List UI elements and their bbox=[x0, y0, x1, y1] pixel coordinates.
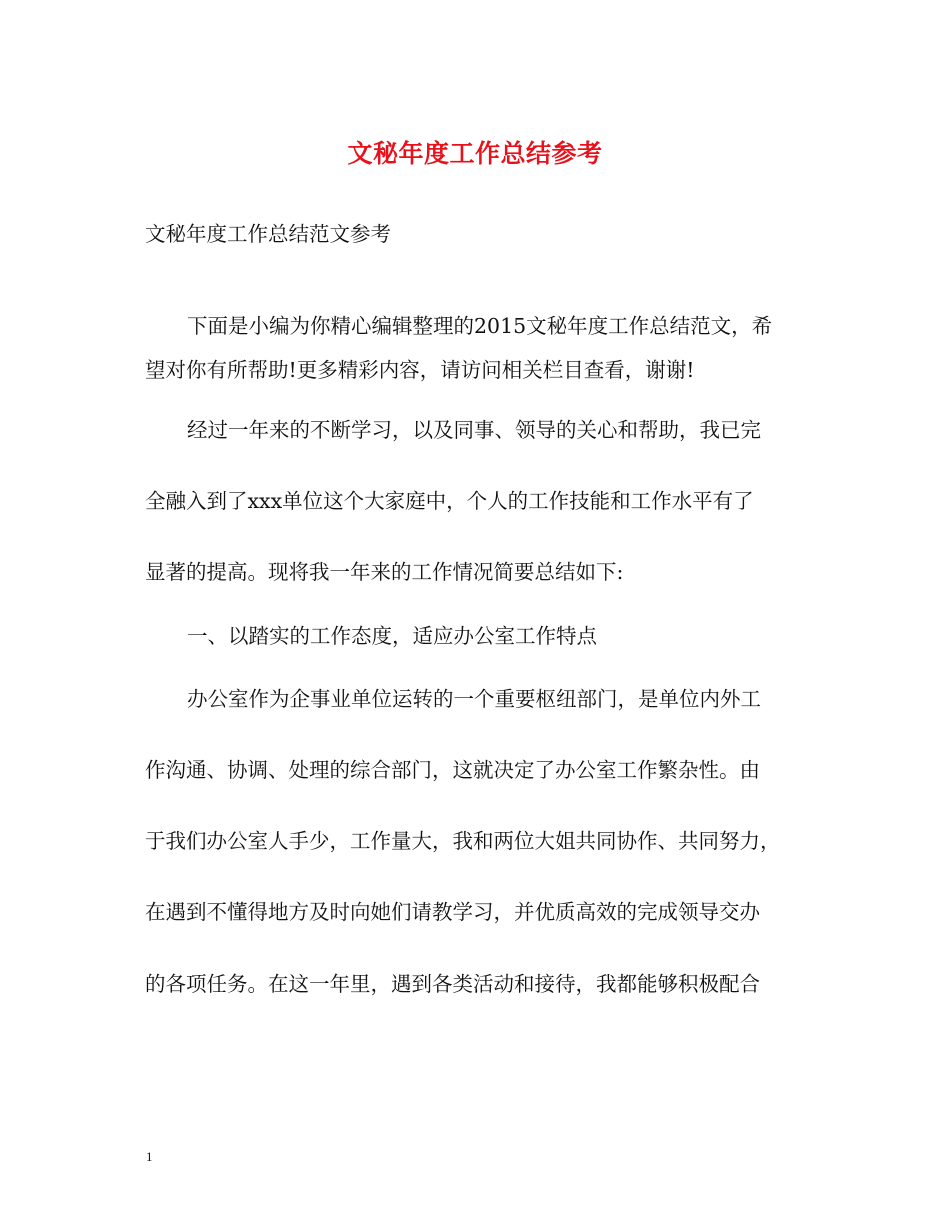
paragraph-line: 望对你有所帮助!更多精彩内容，请访问相关栏目查看，谢谢! bbox=[145, 358, 695, 382]
section-heading: 一、以踏实的工作态度，适应办公室工作特点 bbox=[187, 624, 597, 648]
paragraph-line: 下面是小编为你精心编辑整理的2015文秘年度工作总结范文，希 bbox=[187, 314, 773, 338]
paragraph-line: 在遇到不懂得地方及时向她们请教学习，并优质高效的完成领导交办 bbox=[145, 900, 760, 924]
document-title: 文秘年度工作总结参考 bbox=[347, 139, 603, 168]
paragraph-line: 于我们办公室人手少，工作量大，我和两位大姐共同协作、共同努力， bbox=[145, 829, 781, 853]
document-subtitle: 文秘年度工作总结范文参考 bbox=[145, 222, 391, 246]
paragraph-line: 经过一年来的不断学习，以及同事、领导的关心和帮助，我已完 bbox=[187, 418, 761, 442]
paragraph-line: 办公室作为企事业单位运转的一个重要枢纽部门，是单位内外工 bbox=[187, 687, 761, 711]
page-number: 1 bbox=[146, 1149, 153, 1164]
paragraph-line: 显著的提高。现将我一年来的工作情况简要总结如下: bbox=[145, 560, 624, 584]
paragraph-line: 的各项任务。在这一年里，遇到各类活动和接待，我都能够积极配合 bbox=[145, 972, 760, 996]
paragraph-line: 作沟通、协调、处理的综合部门，这就决定了办公室工作繁杂性。由 bbox=[145, 758, 760, 782]
paragraph-line: 全融入到了xxx单位这个大家庭中，个人的工作技能和工作水平有了 bbox=[145, 489, 754, 513]
